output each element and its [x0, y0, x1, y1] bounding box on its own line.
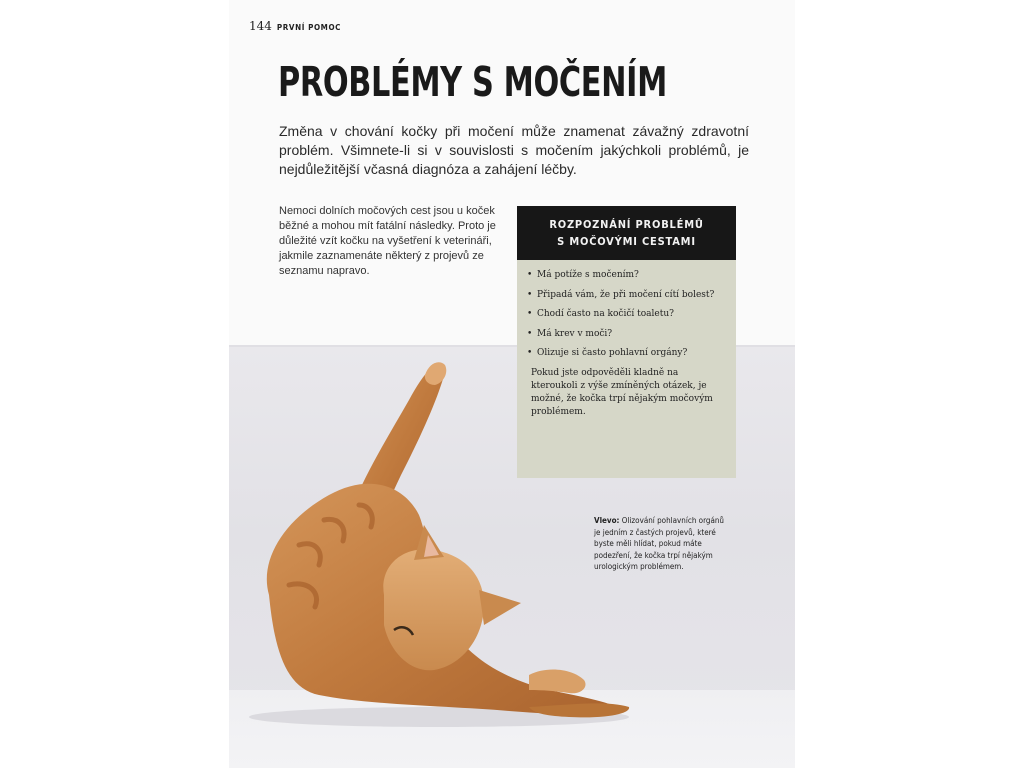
cat-ear-right [479, 590, 521, 625]
caption-text: Olizování pohlavních orgánů je jedním z častých projevů, které byste měli hlídat, pokud máte podezření, že kočka trpí nějakým urologickým problémem. [594, 516, 724, 571]
sidebar-title-line1: ROZPOZNÁNÍ PROBLÉMŮ [549, 218, 704, 231]
cat-raised-paw [425, 362, 446, 385]
page-number: 144 [249, 19, 272, 33]
bullet: • [527, 348, 533, 358]
sidebar-title [549, 216, 703, 250]
photo-caption [594, 515, 728, 573]
sidebar-box [517, 206, 736, 478]
page-title: PROBLÉMY S MOČENÍM [278, 58, 667, 106]
bullet: • [527, 270, 533, 280]
list-item [527, 308, 728, 321]
list-item-text: Má krev v moči? [537, 328, 613, 339]
list-item [527, 328, 728, 341]
intro-paragraph: Změna v chování kočky při močení může znamenat závažný zdravotní problém. Všimnete-li si v souvislosti s močením jakýchkoli problémů, je nejdůležitější včasná diagnóza a zahájení léčby. [279, 123, 749, 177]
list-item [527, 347, 728, 360]
list-item [527, 289, 728, 302]
book-page [229, 0, 795, 768]
cat-front-leg [529, 670, 586, 694]
sidebar-title-line2: S MOČOVÝMI CESTAMI [557, 235, 696, 248]
list-item-text: Má potíže s močením? [537, 270, 639, 280]
section-name: PRVNÍ POMOC [276, 23, 342, 32]
list-item-text: Chodí často na kočičí toaletu? [537, 309, 674, 319]
list-item-text: Olizuje si často pohlavní orgány? [537, 348, 688, 358]
body-paragraph: Nemoci dolních močových cest jsou u koček běžné a mohou mít fatální následky. Proto je důležité vzít kočku na vyšetření k veterináři, jakmile zaznamenáte některý z projevů ze seznamu napravo. [279, 205, 496, 277]
running-head [249, 19, 341, 33]
bullet: • [527, 309, 533, 319]
bullet: • [527, 328, 533, 339]
list-item-text: Připadá vám, že při močení cítí bolest? [537, 289, 715, 300]
sidebar-question-list [517, 260, 736, 360]
bullet: • [527, 289, 533, 300]
sidebar-header [517, 206, 736, 260]
caption-label: Vlevo: [594, 516, 620, 525]
list-item [527, 269, 728, 282]
sidebar-note: Pokud jste odpověděli kladně na kteroukoli z výše zmíněných otázek, je možné, že kočka trpí nějakým močovým problémem. [531, 367, 713, 417]
